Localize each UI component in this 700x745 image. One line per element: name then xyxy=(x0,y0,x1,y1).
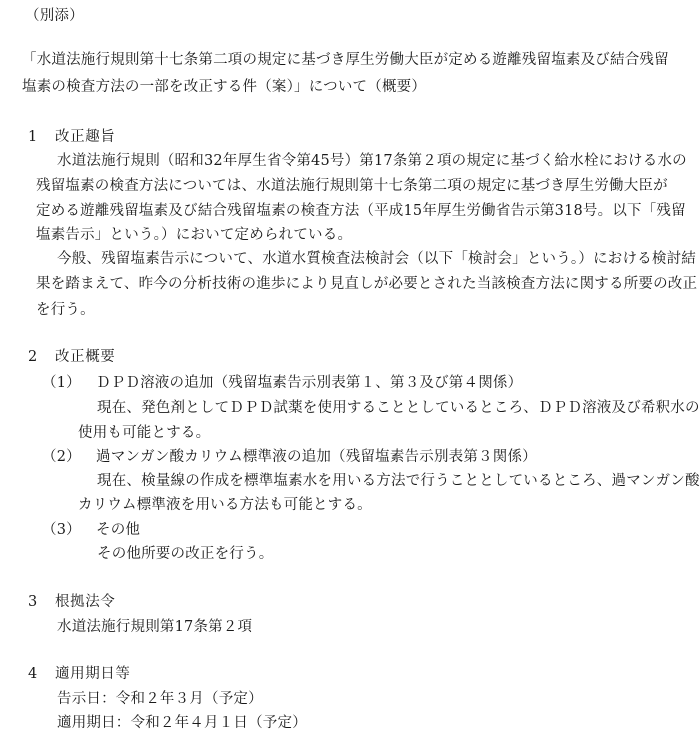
section-heading: 改正趣旨 xyxy=(55,129,116,145)
section-text-line: 水道法施行規則第17条第２項 xyxy=(57,619,253,635)
annex-label: （別添） xyxy=(25,8,84,24)
document-title-line-1: 「水道法施行規則第十七条第二項の規定に基づき厚生労働大臣が定める遊離残留塩素及び結合残留 xyxy=(22,52,669,68)
item-label: （1） xyxy=(42,375,81,391)
item-label: （2） xyxy=(42,449,81,465)
section-number: 4 xyxy=(28,666,38,682)
section-heading: 適用期日等 xyxy=(55,666,131,682)
section-heading: 根拠法令 xyxy=(55,594,116,610)
item-text-line: 使用も可能とする。 xyxy=(78,425,211,441)
section-number: 3 xyxy=(28,594,38,610)
section-text-line: 告示日：令和２年３月（予定） xyxy=(57,691,263,707)
item-text-line: その他所要の改正を行う。 xyxy=(97,546,274,562)
item-text-line: 現在、発色剤としてＤＰＤ試薬を使用することとしているところ、ＤＰＤ溶液及び希釈水の xyxy=(97,400,700,416)
section-text-line: 適用期日：令和２年４月１日（予定） xyxy=(57,715,307,731)
document-title-line-2: 塩素の検査方法の一部を改正する件（案）」について（概要） xyxy=(22,79,427,95)
section-text-line: 水道法施行規則（昭和32年厚生省令第45号）第17条第２項の規定に基づく給水栓における水の xyxy=(57,153,687,169)
item-title: その他 xyxy=(96,522,141,538)
item-title: 過マンガン酸カリウム標準液の追加（残留塩素告示別表第３関係） xyxy=(96,449,537,465)
section-text-line: を行う。 xyxy=(36,302,95,318)
item-text-line: 現在、検量線の作成を標準塩素水を用いる方法で行うこととしているところ、過マンガン酸 xyxy=(97,473,700,489)
section-text-line: 残留塩素の検査方法については、水道法施行規則第十七条第二項の規定に基づき厚生労働大臣が xyxy=(36,178,668,194)
section-text-line: 今般、残留塩素告示について、水道水質検査法検討会（以下「検討会」という。）における検討結 xyxy=(57,251,696,267)
item-text-line: カリウム標準液を用いる方法も可能とする。 xyxy=(78,497,372,513)
section-text-line: 定める遊離残留塩素及び結合残留塩素の検査方法（平成15年厚生労働省告示第318号。以下「残留 xyxy=(36,203,686,219)
item-title: ＤＰＤ溶液の追加（残留塩素告示別表第１、第３及び第４関係） xyxy=(96,375,523,391)
section-text-line: 塩素告示」という。）において定められている。 xyxy=(36,227,353,243)
section-number: 1 xyxy=(28,129,38,145)
section-heading: 改正概要 xyxy=(55,349,116,365)
section-text-line: 果を踏まえて、昨今の分析技術の進歩により見直しが必要とされた当該検査方法に関する所要の改正 xyxy=(36,276,698,292)
item-label: （3） xyxy=(42,522,81,538)
section-number: 2 xyxy=(28,349,38,365)
